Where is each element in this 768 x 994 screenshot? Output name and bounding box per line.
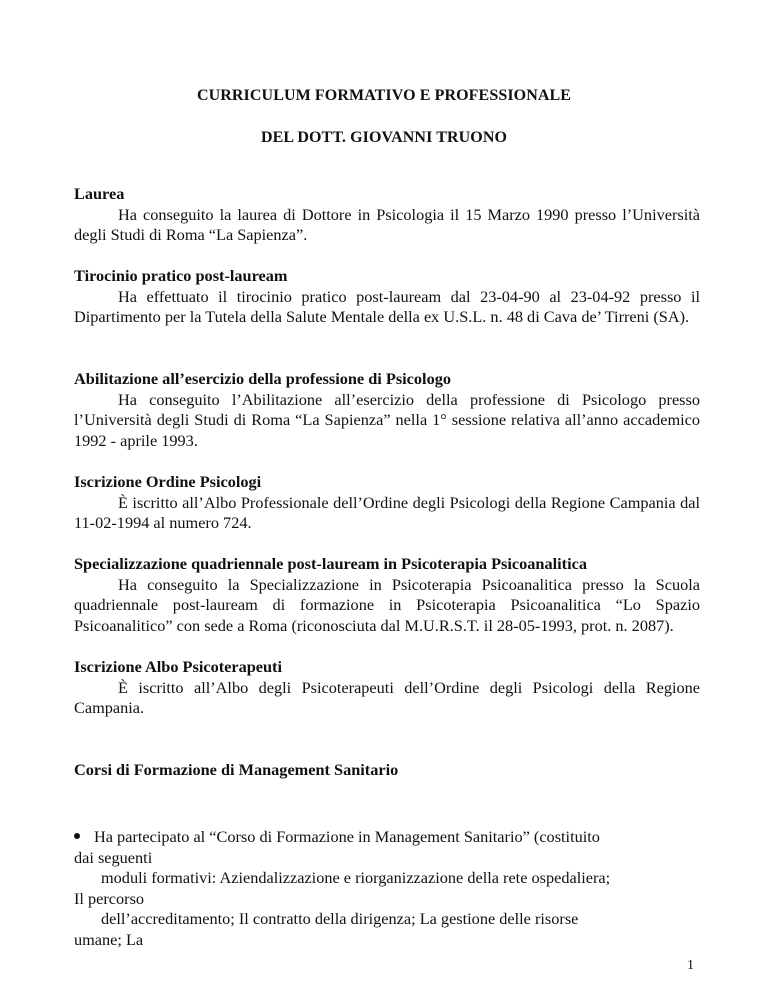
section-body: Ha effettuato il tirocinio pratico post-lauream dal 23-04-90 al 23-04-92 presso il Dipartimento per la Tutela della Salute Mentale della ex U.S.L. n. 48 di Cava de’ Tirreni (SA). bbox=[74, 286, 700, 326]
section-body: È iscritto all’Albo degli Psicoterapeuti dell’Ordine degli Psicologi della Regione Campania. bbox=[74, 677, 700, 717]
section-body: Ha conseguito l’Abilitazione all’esercizio della professione di Psicologo presso l’Università degli Studi di Roma “La Sapienza” nella 1° sessione relativa all’anno accademico 1992 - aprile 1993. bbox=[74, 389, 700, 450]
list-item-continuation: moduli formativi: Aziendalizzazione e riorganizzazione della rete ospedaliera; bbox=[101, 868, 611, 887]
section-corsi-management bbox=[74, 760, 700, 781]
section-body: Ha conseguito la laurea di Dottore in Psicologia il 15 Marzo 1990 presso l’Università degli Studi di Roma “La Sapienza”. bbox=[74, 204, 700, 244]
list-item-text: Ha partecipato al “Corso di Formazione in Management Sanitario” (costituito bbox=[94, 827, 600, 846]
list-item-continuation: Il percorso bbox=[74, 888, 145, 908]
bullet-icon bbox=[74, 833, 80, 839]
section-heading: Specializzazione quadriennale post-lauream in Psicoterapia Psicoanalitica bbox=[74, 554, 587, 573]
list-item bbox=[74, 827, 700, 848]
section-body: È iscritto all’Albo Professionale dell’Ordine degli Psicologi della Regione Campania dal 11-02-1994 al numero 724. bbox=[74, 492, 700, 532]
section-iscrizione-albo bbox=[74, 657, 700, 719]
section-heading: Abilitazione all’esercizio della professione di Psicologo bbox=[74, 369, 451, 388]
section-heading: Corsi di Formazione di Management Sanitario bbox=[74, 760, 399, 779]
section-laurea bbox=[74, 184, 700, 246]
bullet-list bbox=[74, 827, 700, 950]
section-body: Ha conseguito la Specializzazione in Psicoterapia Psicoanalitica presso la Scuola quadriennale post-lauream di formazione in Psicoterapia Psicoanalitica “Lo Spazio Psicoanalitico” con sede a Roma (riconosciuta dal M.U.R.S.T. il 28-05-1993, prot. n. 2087). bbox=[74, 574, 700, 635]
section-tirocinio bbox=[74, 266, 700, 328]
section-heading: Tirocinio pratico post-lauream bbox=[74, 266, 288, 285]
section-specializzazione bbox=[74, 554, 700, 636]
list-item-continuation: dai seguenti bbox=[74, 847, 153, 867]
list-item-continuation: dell’accreditamento; Il contratto della dirigenza; La gestione delle risorse bbox=[101, 909, 579, 928]
section-heading: Laurea bbox=[74, 184, 125, 203]
section-abilitazione bbox=[74, 369, 700, 451]
page-number: 1 bbox=[687, 958, 694, 973]
list-item-continuation: umane; La bbox=[74, 929, 144, 949]
section-heading: Iscrizione Albo Psicoterapeuti bbox=[74, 657, 283, 676]
section-heading: Iscrizione Ordine Psicologi bbox=[74, 472, 262, 491]
document-title: CURRICULUM FORMATIVO E PROFESSIONALE bbox=[196, 87, 572, 104]
document-subtitle: DEL DOTT. GIOVANNI TRUONO bbox=[260, 129, 508, 146]
section-iscrizione-ordine bbox=[74, 472, 700, 534]
